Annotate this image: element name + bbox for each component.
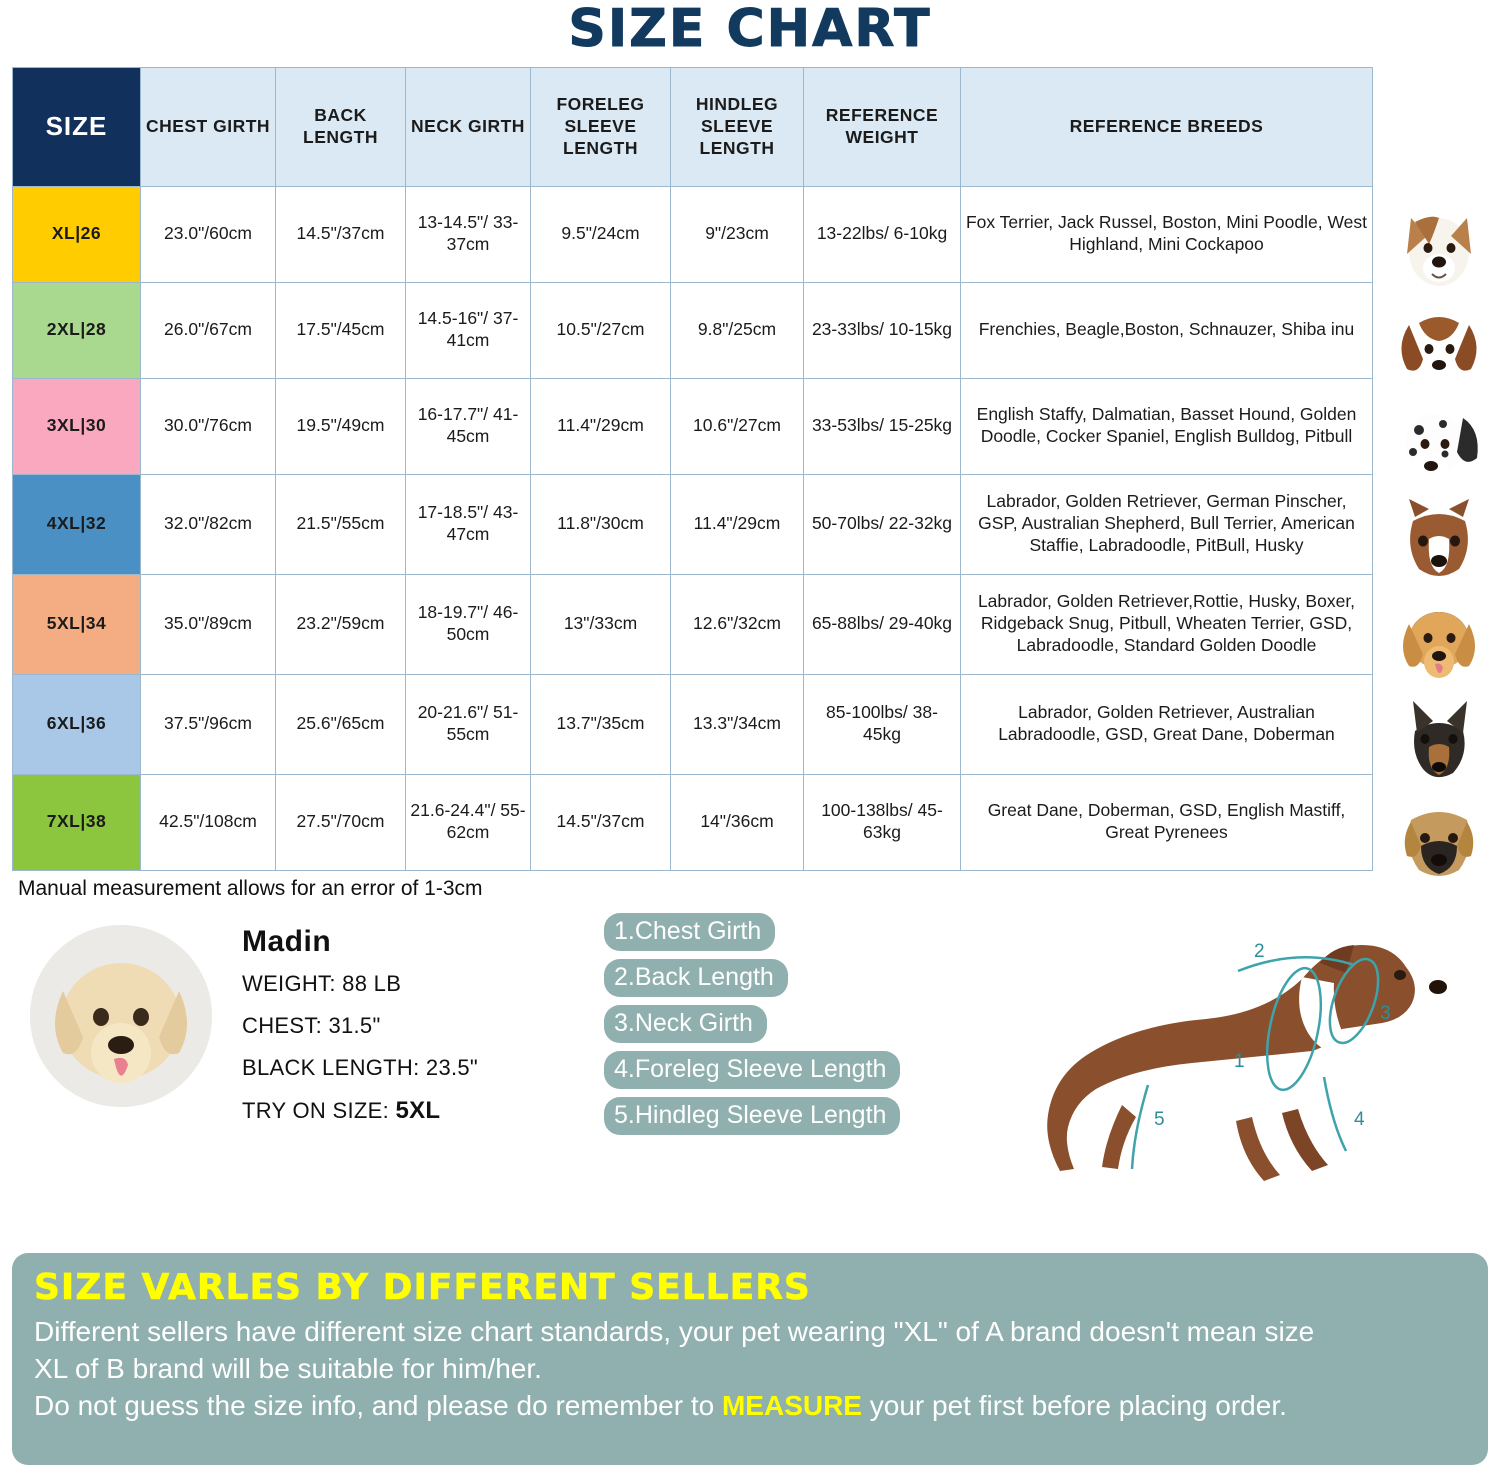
column-header-foreleg-sleeve-length: FORELEG SLEEVE LENGTH (531, 67, 671, 186)
reference-weight-value: 23-33lbs/ 10-15kg (804, 282, 961, 378)
reference-weight-value: 33-53lbs/ 15-25kg (804, 378, 961, 474)
breed-photo-jack-russell-terrier (1385, 196, 1493, 292)
foreleg-sleeve-value: 10.5"/27cm (531, 282, 671, 378)
pet-chest: CHEST: 31.5" (242, 1012, 381, 1038)
back-length-value: 25.6"/65cm (276, 674, 406, 774)
reference-breeds-value: Great Dane, Doberman, GSD, English Mastiff, Great Pyrenees (961, 774, 1373, 870)
table-row (13, 774, 1373, 870)
back-length-value: 19.5"/49cm (276, 378, 406, 474)
reference-breeds-value: English Staffy, Dalmatian, Basset Hound, Golden Doodle, Cocker Spaniel, English Bulldog, Pitbull (961, 378, 1373, 474)
table-row (13, 674, 1373, 774)
hindleg-sleeve-value: 9.8"/25cm (671, 282, 804, 378)
hindleg-sleeve-value: 11.4"/29cm (671, 474, 804, 574)
table-body (13, 186, 1373, 870)
foreleg-sleeve-value: 9.5"/24cm (531, 186, 671, 282)
table-header (13, 67, 1373, 186)
table-row (13, 378, 1373, 474)
measurement-note: Manual measurement allows for an error of 1-3cm (18, 876, 483, 900)
column-header-hindleg-sleeve-length: HINDLEG SLEEVE LENGTH (671, 67, 804, 186)
try-on-size-label: TRY ON SIZE: (242, 1097, 390, 1123)
banner-line-1: Different sellers have different size chart standards, your pet wearing "XL" of A brand doesn't mean size (34, 1316, 1315, 1347)
size-label: 2XL|28 (13, 282, 141, 378)
reference-breeds-value: Fox Terrier, Jack Russel, Boston, Mini Poodle, West Highland, Mini Cockapoo (961, 186, 1373, 282)
diagram-label-4: 4 (1354, 1108, 1365, 1130)
legend-item-foreleg-sleeve-length: 4.Foreleg Sleeve Length (604, 1051, 900, 1089)
back-length-value: 14.5"/37cm (276, 186, 406, 282)
foreleg-sleeve-value: 13.7"/35cm (531, 674, 671, 774)
legend-item-back-length: 2.Back Length (604, 959, 788, 997)
size-label: 6XL|36 (13, 674, 141, 774)
diagram-label-3: 3 (1380, 1002, 1391, 1024)
back-length-value: 17.5"/45cm (276, 282, 406, 378)
banner-title: SIZE VARLES BY DIFFERENT SELLERS (34, 1267, 811, 1308)
size-label: 5XL|34 (13, 574, 141, 674)
diagram-label-1: 1 (1234, 1050, 1245, 1072)
measure-legend (604, 913, 1004, 1143)
column-header-chest-girth: CHEST GIRTH (141, 67, 276, 186)
back-length-value: 23.2"/59cm (276, 574, 406, 674)
table-row (13, 474, 1373, 574)
diagram-label-5: 5 (1154, 1108, 1165, 1130)
chest-girth-value: 23.0"/60cm (141, 186, 276, 282)
hindleg-sleeve-value: 10.6"/27cm (671, 378, 804, 474)
reference-breeds-value: Labrador, Golden Retriever, German Pinscher, GSP, Australian Shepherd, Bull Terrier, American Staffie, Labradoodle, PitBull, Husky (961, 474, 1373, 574)
neck-girth-value: 16-17.7"/ 41-45cm (406, 378, 531, 474)
reference-weight-value: 13-22lbs/ 6-10kg (804, 186, 961, 282)
column-header-reference-weight: REFERENCE WEIGHT (804, 67, 961, 186)
reference-weight-value: 100-138lbs/ 45-63kg (804, 774, 961, 870)
avatar (30, 925, 212, 1107)
banner-body (34, 1314, 1466, 1425)
chest-girth-value: 37.5"/96cm (141, 674, 276, 774)
legend-item-hindleg-sleeve-length: 5.Hindleg Sleeve Length (604, 1097, 900, 1135)
reference-breeds-value: Frenchies, Beagle,Boston, Schnauzer, Shiba inu (961, 282, 1373, 378)
chest-girth-value: 35.0"/89cm (141, 574, 276, 674)
column-header-back-length: BACK LENGTH (276, 67, 406, 186)
neck-girth-value: 21.6-24.4"/ 55-62cm (406, 774, 531, 870)
reference-weight-value: 65-88lbs/ 29-40kg (804, 574, 961, 674)
breed-photo-great-dane (1385, 790, 1493, 886)
breed-photo-dalmatian (1385, 394, 1493, 490)
size-label: 7XL|38 (13, 774, 141, 870)
foreleg-sleeve-value: 11.4"/29cm (531, 378, 671, 474)
neck-girth-value: 17-18.5"/ 43-47cm (406, 474, 531, 574)
table-row (13, 574, 1373, 674)
hindleg-sleeve-value: 9"/23cm (671, 186, 804, 282)
chest-girth-value: 42.5"/108cm (141, 774, 276, 870)
column-header-reference-breeds: REFERENCE BREEDS (961, 67, 1373, 186)
banner-line-3 (34, 1388, 1466, 1425)
foreleg-sleeve-value: 13"/33cm (531, 574, 671, 674)
pet-try-on-size (242, 1097, 478, 1125)
seller-size-warning-banner (12, 1253, 1488, 1465)
reference-breeds-value: Labrador, Golden Retriever, Australian Labradoodle, GSD, Great Dane, Doberman (961, 674, 1373, 774)
breed-photo-strip (1385, 196, 1497, 889)
pet-name: Madin (242, 924, 332, 958)
diagram-label-2: 2 (1254, 940, 1265, 962)
breed-photo-pitbull (1385, 493, 1493, 589)
banner-measure-highlight: MEASURE (721, 1389, 862, 1421)
legend-item-neck-girth: 3.Neck Girth (604, 1005, 767, 1043)
hindleg-sleeve-value: 14"/36cm (671, 774, 804, 870)
back-length-value: 27.5"/70cm (276, 774, 406, 870)
back-length-value: 21.5"/55cm (276, 474, 406, 574)
banner-line-3-suffix: your pet first before placing order. (861, 1389, 1287, 1421)
column-header-size: SIZE (13, 67, 141, 186)
hindleg-sleeve-value: 12.6"/32cm (671, 574, 804, 674)
reference-weight-value: 85-100lbs/ 38-45kg (804, 674, 961, 774)
reference-weight-value: 50-70lbs/ 22-32kg (804, 474, 961, 574)
foreleg-sleeve-value: 14.5"/37cm (531, 774, 671, 870)
neck-girth-value: 13-14.5"/ 33-37cm (406, 186, 531, 282)
pet-details (242, 925, 478, 1141)
size-label: 4XL|32 (13, 474, 141, 574)
reference-breeds-value: Labrador, Golden Retriever,Rottie, Husky, Boxer, Ridgeback Snug, Pitbull, Wheaten Terrier, GSD, Labradoodle, Standard Golden Doodle (961, 574, 1373, 674)
hindleg-sleeve-value: 13.3"/34cm (671, 674, 804, 774)
pet-weight: WEIGHT: 88 LB (242, 970, 402, 996)
neck-girth-value: 14.5-16"/ 37-41cm (406, 282, 531, 378)
page-title: SIZE CHART (568, 0, 932, 59)
chest-girth-value: 32.0"/82cm (141, 474, 276, 574)
try-on-size-value: 5XL (395, 1096, 441, 1124)
table-row (13, 282, 1373, 378)
neck-girth-value: 18-19.7"/ 46-50cm (406, 574, 531, 674)
middle-section (12, 909, 1488, 1199)
pet-back-length: BLACK LENGTH: 23.5" (242, 1054, 479, 1080)
size-chart-table (12, 67, 1373, 871)
table-row (13, 186, 1373, 282)
foreleg-sleeve-value: 11.8"/30cm (531, 474, 671, 574)
breed-photo-beagle (1385, 295, 1493, 391)
column-header-neck-girth: NECK GIRTH (406, 67, 531, 186)
neck-girth-value: 20-21.6"/ 51-55cm (406, 674, 531, 774)
dog-measurement-diagram (1002, 909, 1500, 1199)
breed-photo-german-shepherd (1385, 691, 1493, 787)
breed-photo-golden-retriever (1385, 592, 1493, 688)
size-label: XL|26 (13, 186, 141, 282)
chest-girth-value: 26.0"/67cm (141, 282, 276, 378)
chest-girth-value: 30.0"/76cm (141, 378, 276, 474)
size-label: 3XL|30 (13, 378, 141, 474)
banner-line-2: XL of B brand will be suitable for him/her. (34, 1352, 542, 1384)
legend-item-chest-girth: 1.Chest Girth (604, 913, 775, 951)
banner-line-3-prefix: Do not guess the size info, and please do remember to (34, 1389, 722, 1421)
